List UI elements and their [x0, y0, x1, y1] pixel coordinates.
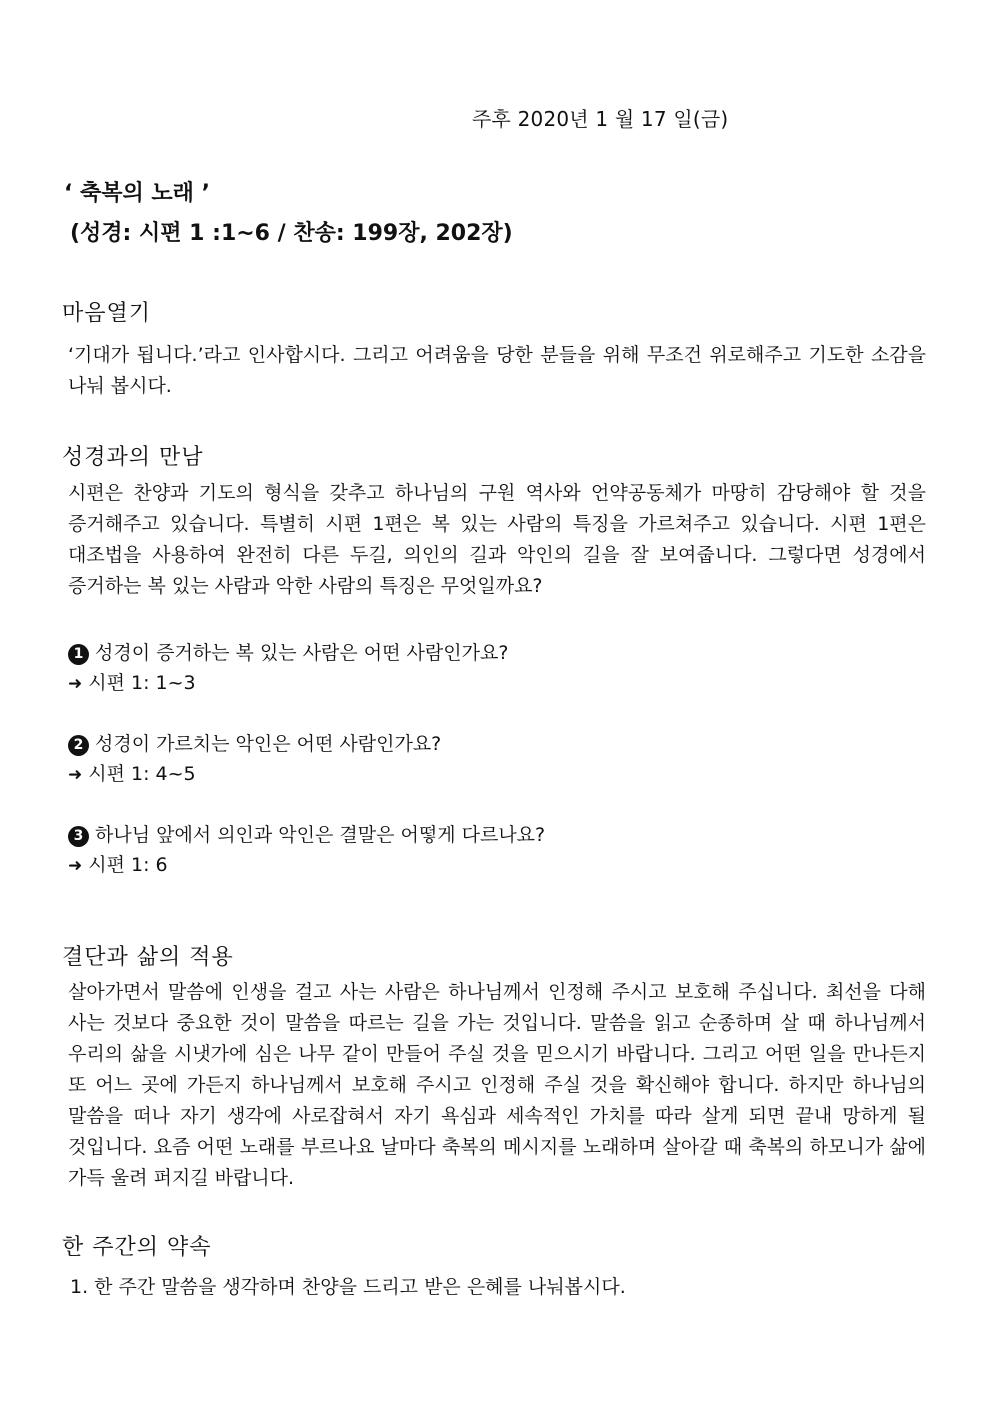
opening-paragraph: ‘기대가 됩니다.’라고 인사합시다. 그리고 어려움을 당한 분들을 위해 무조건 위로해주고 기도한 소감을 나눠 봅시다.: [68, 344, 926, 397]
arrow-right-icon: ➜: [68, 856, 83, 876]
answer-item: [68, 668, 196, 695]
question-text: 성경이 가르치는 악인은 어떤 사람인가요?: [95, 733, 442, 755]
number-2-icon: 2: [68, 735, 89, 756]
answer-item: [68, 759, 196, 786]
section-heading-application: 결단과 삶의 적용: [62, 945, 234, 970]
date-line: 주후 2020년 1 월 17 일(금): [472, 107, 729, 131]
answer-text: 시편 1: 1~3: [88, 672, 196, 694]
section-heading-opening: 마음열기: [62, 301, 152, 326]
question-text: 하나님 앞에서 의인과 악인은 결말은 어떻게 다르나요?: [95, 824, 546, 846]
question-text: 성경이 증거하는 복 있는 사람은 어떤 사람인가요?: [95, 642, 509, 664]
section-heading-promise: 한 주간의 약속: [62, 1235, 212, 1260]
question-item: [68, 729, 441, 756]
number-1-icon: 1: [68, 644, 89, 665]
scripture-reference: (성경: 시편 1 :1~6 / 찬송: 199장, 202장): [70, 221, 513, 246]
arrow-right-icon: ➜: [68, 765, 83, 785]
sermon-title: ‘ 축복의 노래 ’: [64, 181, 210, 206]
question-item: [68, 820, 545, 847]
answer-text: 시편 1: 4~5: [88, 763, 196, 785]
bible-study-paragraph: 시편은 찬양과 기도의 형식을 갖추고 하나님의 구원 역사와 언약공동체가 마땅히 감당해야 할 것을 증거해주고 있습니다. 특별히 시편 1편은 복 있는 사람의 특징을 가르쳐주고 있습니다. 시편 1편은 대조법을 사용하여 완전히 다른 두길, 의인의 길과 악인의 길을 잘 보여줍니다. 그렇다면 성경에서 증거하는 복 있는 사람과 악한 사람의 특징은 무엇일까요?: [68, 482, 926, 597]
application-paragraph: 살아가면서 말씀에 인생을 걸고 사는 사람은 하나님께서 인정해 주시고 보호해 주십니다. 최선을 다해 사는 것보다 중요한 것이 말씀을 따르는 길을 가는 것입니다. 말씀을 읽고 순종하며 살 때 하나님께서 우리의 삶을 시냇가에 심은 나무 같이 만들어 주실 것을 믿으시기 바랍니다. 그리고 어떤 일을 만나든지 또 어느 곳에 가든지 하나님께서 보호해 주시고 인정해 주실 것을 확신해야 합니다. 하지만 하나님의 말씀을 떠나 자기 생각에 사로잡혀서 자기 욕심과 세속적인 가치를 따라 살게 되면 끝내 망하게 될 것입니다. 요즘 어떤 노래를 부르나요 날마다 축복의 메시지를 노래하며 살아갈 때 축복의 하모니가 삶에 가득 울려 퍼지길 바랍니다.: [68, 981, 926, 1189]
answer-item: [68, 850, 168, 877]
promise-item: 1. 한 주간 말씀을 생각하며 찬양을 드리고 받은 은혜를 나눠봅시다.: [70, 1276, 626, 1298]
question-item: [68, 638, 508, 665]
number-3-icon: 3: [68, 826, 89, 847]
answer-text: 시편 1: 6: [88, 854, 168, 876]
arrow-right-icon: ➜: [68, 674, 83, 694]
section-heading-bible-study: 성경과의 만남: [62, 445, 204, 470]
